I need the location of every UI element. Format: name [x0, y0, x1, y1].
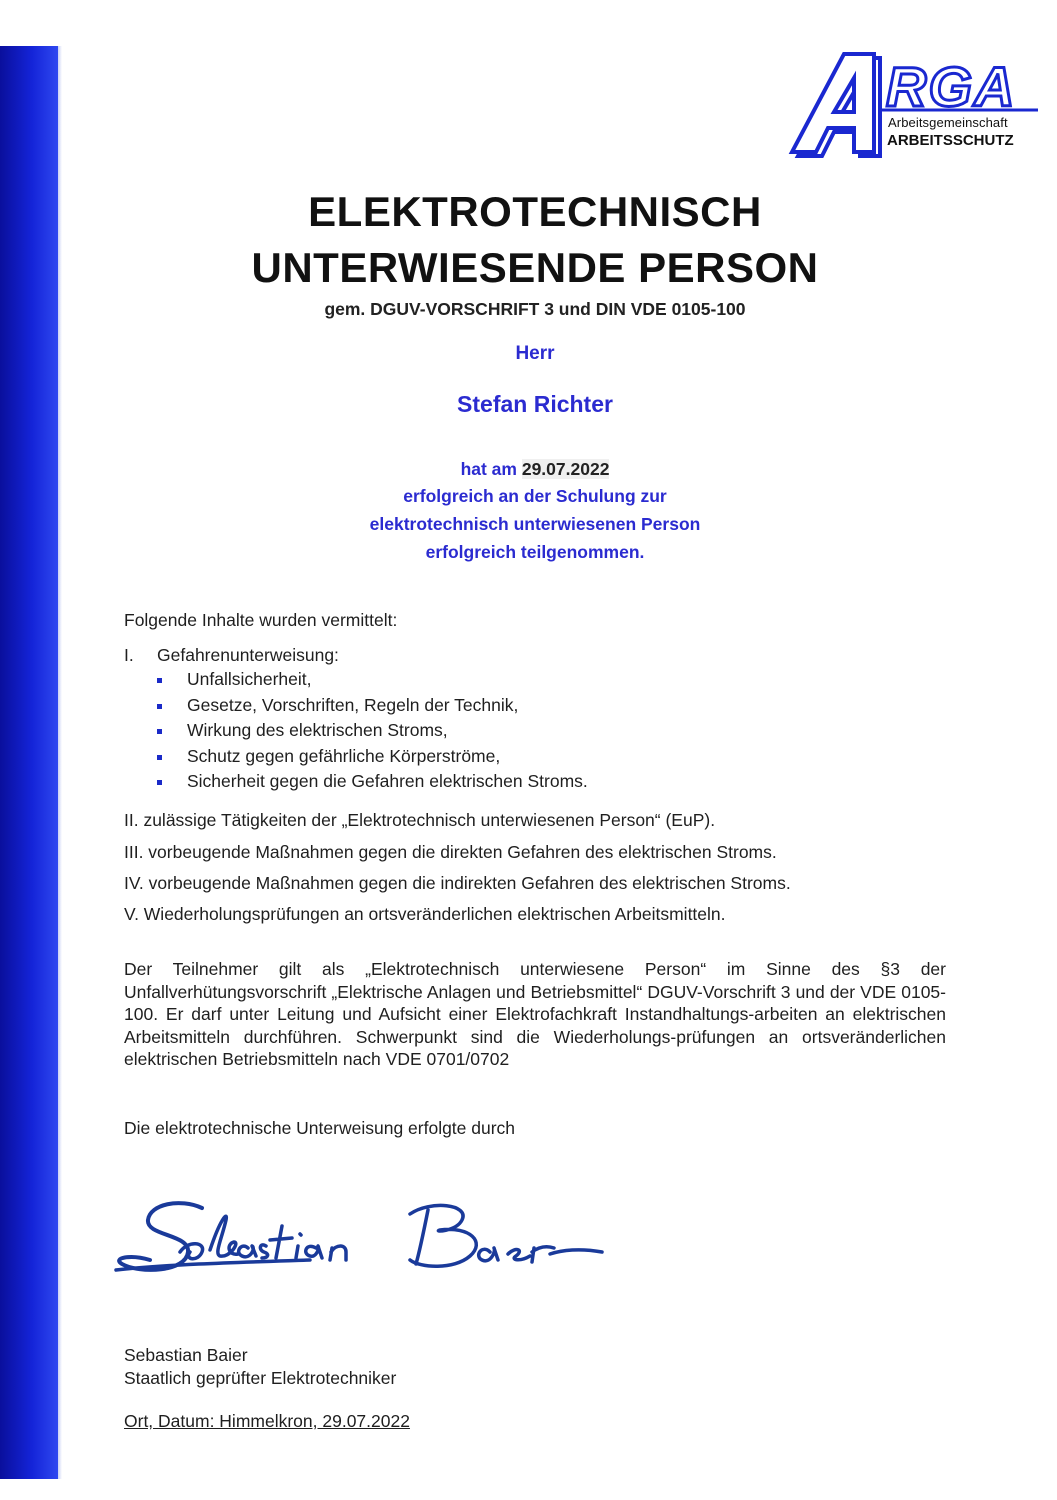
bullet-icon [157, 678, 162, 683]
recipient-salutation: Herr [515, 343, 555, 364]
recipient-name: Stefan Richter [457, 391, 613, 417]
logo-subtitle-line2: ARBEITSSCHUTZ [887, 132, 1014, 149]
signer-block [124, 1344, 396, 1390]
content-section-4: IV. vorbeugende Maßnahmen gegen die indirekten Gefahren des elektrischen Stroms. [124, 873, 791, 893]
statement-prefix: hat am [460, 459, 517, 479]
certificate-subtitle: gem. DGUV-VORSCHRIFT 3 und DIN VDE 0105-100 [324, 299, 746, 319]
content-intro: Folgende Inhalte wurden vermittelt: [124, 610, 398, 630]
statement-line4: erfolgreich teilgenommen. [425, 542, 645, 562]
signer-title: Staatlich geprüfter Elektrotechniker [124, 1368, 397, 1388]
certificate-title-line1: ELEKTROTECHNISCH [308, 188, 762, 235]
handwritten-signature [110, 1190, 630, 1290]
statement-line2: erfolgreich an der Schulung zur [403, 486, 667, 506]
logo-letters-rga: RGA [886, 55, 1017, 118]
content-section-5: V. Wiederholungsprüfungen an ortsveränderlichen elektrischen Arbeitsmitteln. [124, 904, 726, 924]
logo-subtitle-line1: Arbeitsgemeinschaft [888, 115, 1008, 130]
section-1-label: Gefahrenunterweisung: [157, 645, 339, 665]
signature-name: Sebastian Baier [110, 1190, 118, 1191]
statement-line1 [0, 459, 1057, 480]
content-section-2: II. zulässige Tätigkeiten der „Elektrotechnisch unterwiesenen Person“ (EuP). [124, 810, 716, 830]
bullet-icon [157, 704, 162, 709]
statement-line3: elektrotechnisch unterwiesenen Person [369, 514, 701, 534]
bullet-icon [157, 755, 162, 760]
place-and-date: Ort, Datum: Himmelkron, 29.07.2022 [124, 1411, 410, 1431]
bullet-icon [157, 780, 162, 785]
content-section-3: III. vorbeugende Maßnahmen gegen die direkten Gefahren des elektrischen Stroms. [124, 842, 777, 862]
content-section-1 [124, 645, 339, 666]
certificate-title-line2: UNTERWIESENDE PERSON [251, 244, 819, 291]
qualification-paragraph: Der Teilnehmer gilt als „Elektrotechnisch unterwiesene Person“ im Sinne des §3 der Unfallverhütungsvorschrift „Elektrische Anlagen und Betriebsmittel“ DGUV-Vorschrift 3 und der VDE 0105-100. Er darf unter Leitung und Aufsicht einer Elektrofachkraft Instandhaltungs-arbeiten an elektrischen Arbeitsmitteln durchführen. Schwerpunkt sind die Wiederholungs-prüfungen an ortsveränderlichen elektrischen Betriebsmitteln nach VDE 0701/0702 [124, 959, 946, 1069]
performed-by-label: Die elektrotechnische Unterweisung erfolgte durch [124, 1118, 516, 1138]
training-date: 29.07.2022 [521, 459, 610, 479]
section-1-numeral: I. [124, 645, 134, 665]
bullet-icon [157, 729, 162, 734]
signer-name: Sebastian Baier [124, 1345, 248, 1365]
